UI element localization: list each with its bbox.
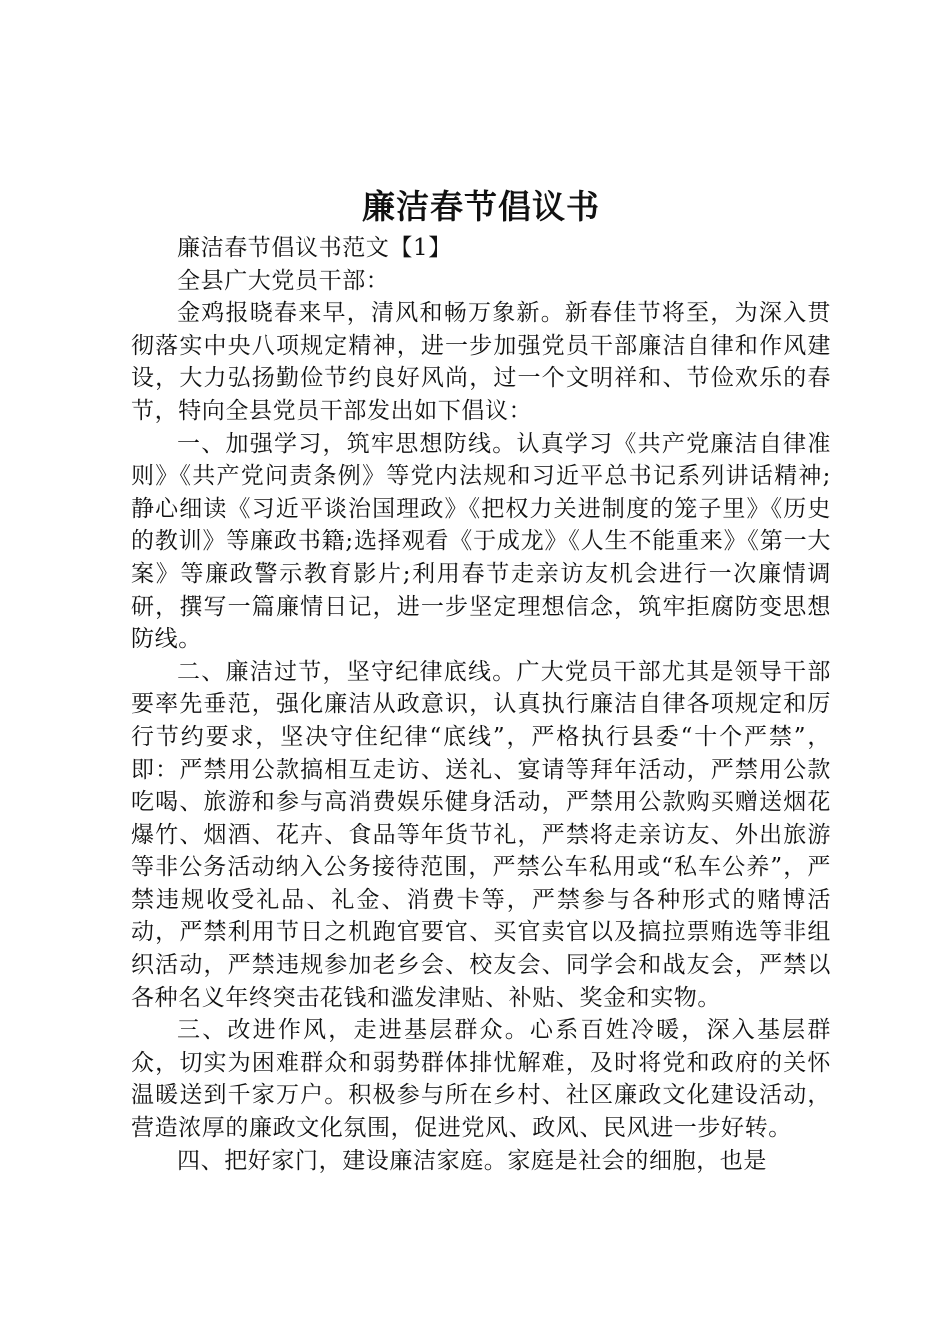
section-1-paragraph: 一、加强学习，筑牢思想防线。认真学习《共产党廉洁自律准则》《共产党问责条例》等党内法规和习近平总书记系列讲话精神;静心细读《习近平谈治国理政》《把权力关进制度的笼子里》《历史的教训》等廉政书籍;选择观看《于成龙》《人生不能重来》《第一大案》等廉政警示教育影片;利用春节走亲访友机会进行一次廉情调研，撰写一篇廉情日记，进一步坚定理想信念，筑牢拒腐防变思想防线。 [131, 430, 831, 653]
section-4-paragraph: 四、把好家门，建设廉洁家庭。家庭是社会的细胞，也是 [177, 1147, 767, 1174]
document-body [131, 232, 831, 1177]
document-title: 廉洁春节倡议书 [362, 187, 600, 226]
subtitle-paragraph: 廉洁春节倡议书范文【1】 [177, 235, 452, 261]
intro-paragraph: 金鸡报晓春来早，清风和畅万象新。新春佳节将至，为深入贯彻落实中央八项规定精神，进一步加强党员干部廉洁自律和作风建设，大力弘扬勤俭节约良好风尚，过一个文明祥和、节俭欢乐的春节，特向全县党员干部发出如下倡议： [131, 300, 831, 424]
section-3-paragraph: 三、改进作风，走进基层群众。心系百姓冷暖，深入基层群众，切实为困难群众和弱势群体排忧解难，及时将党和政府的关怀温暖送到千家万户。积极参与所在乡村、社区廉政文化建设活动，营造浓厚的廉政文化氛围，促进党风、政风、民风进一步好转。 [131, 1017, 831, 1142]
section-2-paragraph: 二、廉洁过节，坚守纪律底线。广大党员干部尤其是领导干部要率先垂范，强化廉洁从政意识，认真执行廉洁自律各项规定和厉行节约要求，坚决守住纪律“底线”，严格执行县委“十个严禁”，即：严禁用公款搞相互走访、送礼、宴请等拜年活动，严禁用公款吃喝、旅游和参与高消费娱乐健身活动，严禁用公款购买赠送烟花爆竹、烟酒、花卉、食品等年货节礼，严禁将走亲访友、外出旅游等非公务活动纳入公务接待范围，严禁公车私用或“私车公养”，严禁违规收受礼品、礼金、消费卡等，严禁参与各种形式的赌博活动，严禁利用节日之机跑官要官、买官卖官以及搞拉票贿选等非组织活动，严禁违规参加老乡会、校友会、同学会和战友会，严禁以各种名义年终突击花钱和滥发津贴、补贴、奖金和实物。 [131, 658, 831, 1011]
salutation-paragraph: 全县广大党员干部： [177, 267, 390, 294]
